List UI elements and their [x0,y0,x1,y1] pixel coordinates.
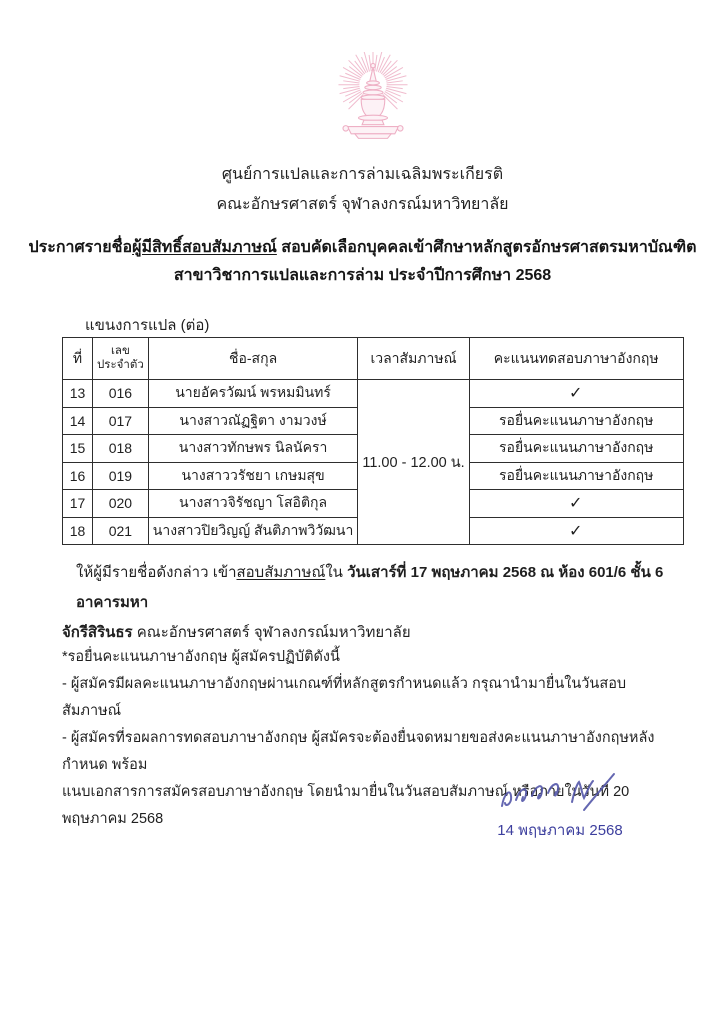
phra-kiao-emblem-icon [327,52,419,152]
title-prefix: ประกาศรายชื่อ [28,239,133,256]
cell-name: นางสาวทักษพร นิลนัครา [148,435,358,463]
signature-image [492,770,632,818]
title-line-1 [0,234,725,262]
announcement-title [0,234,725,290]
cell-score: ✓ [469,380,683,408]
header-score: คะแนนทดสอบภาษาอังกฤษ [469,338,683,380]
cell-no: 14 [63,407,93,435]
instruction-seg: คณะอักษรศาสตร์ จุฬาลงกรณ์มหาวิทยาลัย [132,624,411,641]
table-header-row [63,338,684,380]
cell-name: นางสาววรัชยา เกษมสุข [148,462,358,490]
section-label: แขนงการแปล (ต่อ) [85,317,210,334]
header-name: ชื่อ-สกุล [148,338,358,380]
candidate-table [62,337,684,545]
cell-no: 15 [63,435,93,463]
instruction-seg: ให้ผู้มีรายชื่อดังกล่าว เข้า [76,564,237,581]
instruction-paragraph [62,558,672,648]
instruction-bold: วันเสาร์ที่ 17 พฤษภาคม 2568 ณ ห้อง 601/6 ชั้น 6 อาคารมหา [76,564,664,611]
footnote-line-4: แนบเอกสารการสมัครสอบภาษาอังกฤษ โดยนำมายื่นในวันสอบสัมภาษณ์ หรือภายในวันที่ 20 พฤษภาคม 2568 [62,784,630,827]
title-line-2: สาขาวิชาการแปลและการล่าม ประจำปีการศึกษา 2568 [173,267,552,284]
cell-score: รอยื่นคะแนนภาษาอังกฤษ [469,462,683,490]
university-logo-icon [327,52,419,152]
cell-name: นางสาวณัฏฐิตา งามวงษ์ [148,407,358,435]
header-id-line1: เลข [110,345,130,358]
instruction-line-1 [62,558,672,618]
cell-interview-time: 11.00 - 12.00 น. [358,380,469,545]
instruction-bold: จักรีสิรินธร [62,624,133,641]
cell-name: นางสาวจิรัชญา โสอิติกุล [148,490,358,518]
cell-score: รอยื่นคะแนนภาษาอังกฤษ [469,435,683,463]
cell-no: 16 [63,462,93,490]
cell-no: 13 [63,380,93,408]
instruction-seg: ใน [325,564,348,581]
header-id [93,338,149,380]
cell-id: 017 [93,407,149,435]
instruction-underlined: สอบสัมภาษณ์ [236,564,326,581]
cell-no: 17 [63,490,93,518]
org-line-1: ศูนย์การแปลและการล่ามเฉลิมพระเกียรติ [221,166,504,183]
cell-id: 020 [93,490,149,518]
footnote-line-2: - ผู้สมัครมีผลคะแนนภาษาอังกฤษผ่านเกณฑ์ที่หลักสูตรกำหนดแล้ว กรุณานำมายื่นในวันสอบสัมภาษณ์ [62,676,627,719]
header-time: เวลาสัมภาษณ์ [358,338,469,380]
cell-score: ✓ [469,490,683,518]
table-row [63,380,684,408]
footnote-line-1: *รอยื่นคะแนนภาษาอังกฤษ ผู้สมัครปฏิบัติดังนี้ [62,649,340,665]
title-suffix: สอบคัดเลือกบุคคลเข้าศึกษาหลักสูตรอักษรศาสตรมหาบัณฑิต [276,239,697,256]
org-line-2: คณะอักษรศาสตร์ จุฬาลงกรณ์มหาวิทยาลัย [216,196,509,213]
cell-score: รอยื่นคะแนนภาษาอังกฤษ [469,407,683,435]
title-underlined-part: ผู้มีสิทธิ์สอบสัมภาษณ์ [132,239,277,256]
cell-name: นายอัครวัฒน์ พรหมมินทร์ [148,380,358,408]
cell-name: นางสาวปิยวิญญ์ สันติภาพวิวัฒนา [148,517,358,545]
cell-no: 18 [63,517,93,545]
signature-icon [492,770,632,818]
footnote-line-3: - ผู้สมัครที่รอผลการทดสอบภาษาอังกฤษ ผู้สมัครจะต้องยื่นจดหมายขอส่งคะแนนภาษาอังกฤษหลังกำหนด พร้อม [62,730,655,773]
header-no: ที่ [63,338,93,380]
header-id-line2: ประจำตัว [97,358,144,371]
announcement-date: 14 พฤษภาคม 2568 [497,822,623,839]
cell-id: 018 [93,435,149,463]
cell-id: 019 [93,462,149,490]
cell-score: ✓ [469,517,683,545]
cell-id: 016 [93,380,149,408]
cell-id: 021 [93,517,149,545]
org-header [0,160,725,220]
